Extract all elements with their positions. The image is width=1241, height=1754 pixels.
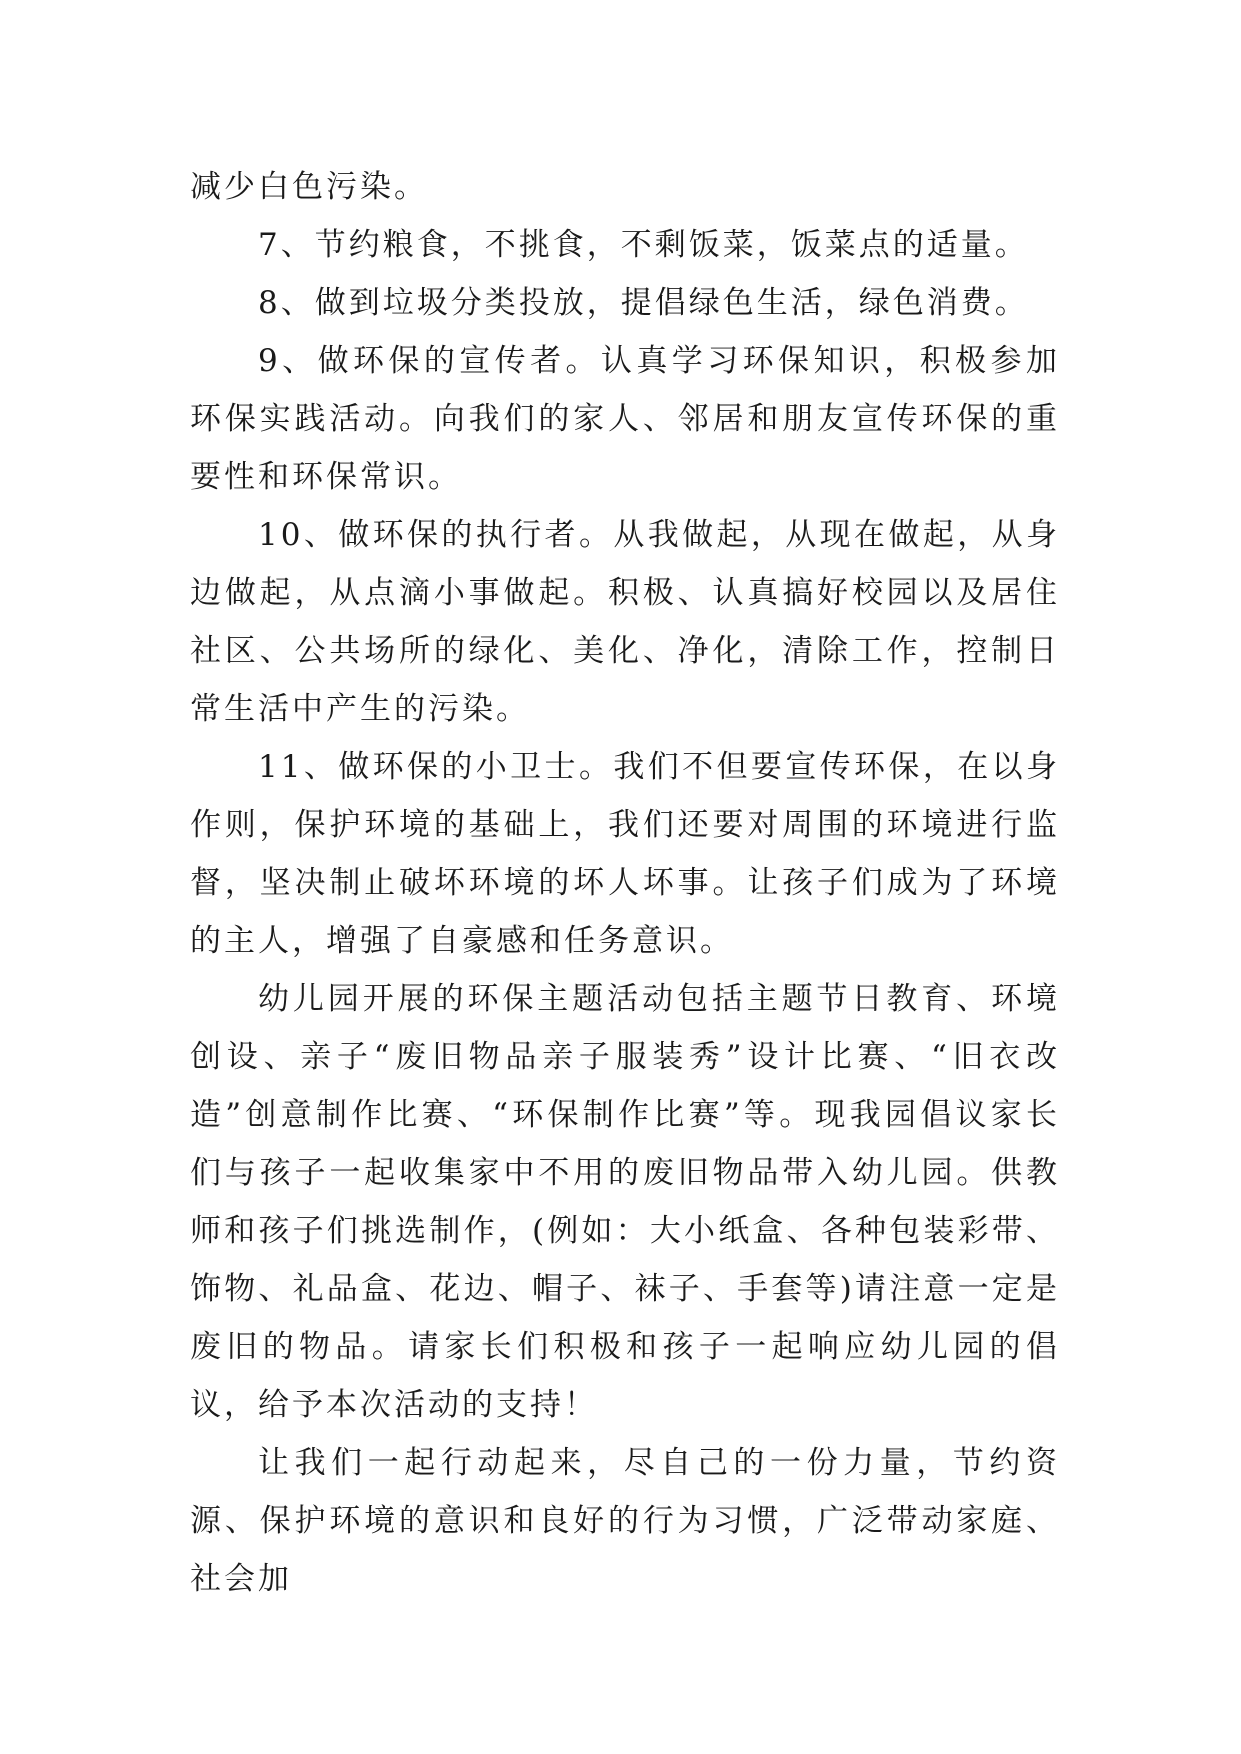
paragraph-item-8: 8、做到垃圾分类投放，提倡绿色生活，绿色消费。 [258, 285, 1029, 321]
paragraph-activity-description: 幼儿园开展的环保主题活动包括主题节日教育、环境创设、亲子“废旧物品亲子服装秀”设计比赛、“旧衣改造”创意制作比赛、“环保制作比赛”等。现我园倡议家长们与孩子一起收集家中不用的废旧物品带入幼儿园。供教师和孩子们挑选制作，(例如：大小纸盒、各种包装彩带、饰物、礼品盒、花边、帽子、袜子、手套等)请注意一定是废旧的物品。请家长们积极和孩子一起响应幼儿园的倡议，给予本次活动的支持！ [190, 981, 1060, 1423]
document-body [190, 158, 1060, 1608]
paragraph-item-9: 9、做环保的宣传者。认真学习环保知识，积极参加环保实践活动。向我们的家人、邻居和朋友宣传环保的重要性和环保常识。 [190, 343, 1060, 495]
paragraph-item-11: 11、做环保的小卫士。我们不但要宣传环保，在以身作则，保护环境的基础上，我们还要对周围的环境进行监督，坚决制止破坏环境的坏人坏事。让孩子们成为了环境的主人，增强了自豪感和任务意识。 [190, 749, 1060, 959]
paragraph-item-7: 7、节约粮食，不挑食，不剩饭菜，饭菜点的适量。 [258, 227, 1029, 263]
paragraph-closing: 让我们一起行动起来，尽自己的一份力量，节约资源、保护环境的意识和良好的行为习惯，广泛带动家庭、社会加 [190, 1445, 1060, 1597]
paragraph-continuation: 减少白色污染。 [190, 169, 428, 205]
paragraph-item-10: 10、做环保的执行者。从我做起，从现在做起，从身边做起，从点滴小事做起。积极、认真搞好校园以及居住社区、公共场所的绿化、美化、净化，清除工作，控制日常生活中产生的污染。 [190, 517, 1060, 727]
